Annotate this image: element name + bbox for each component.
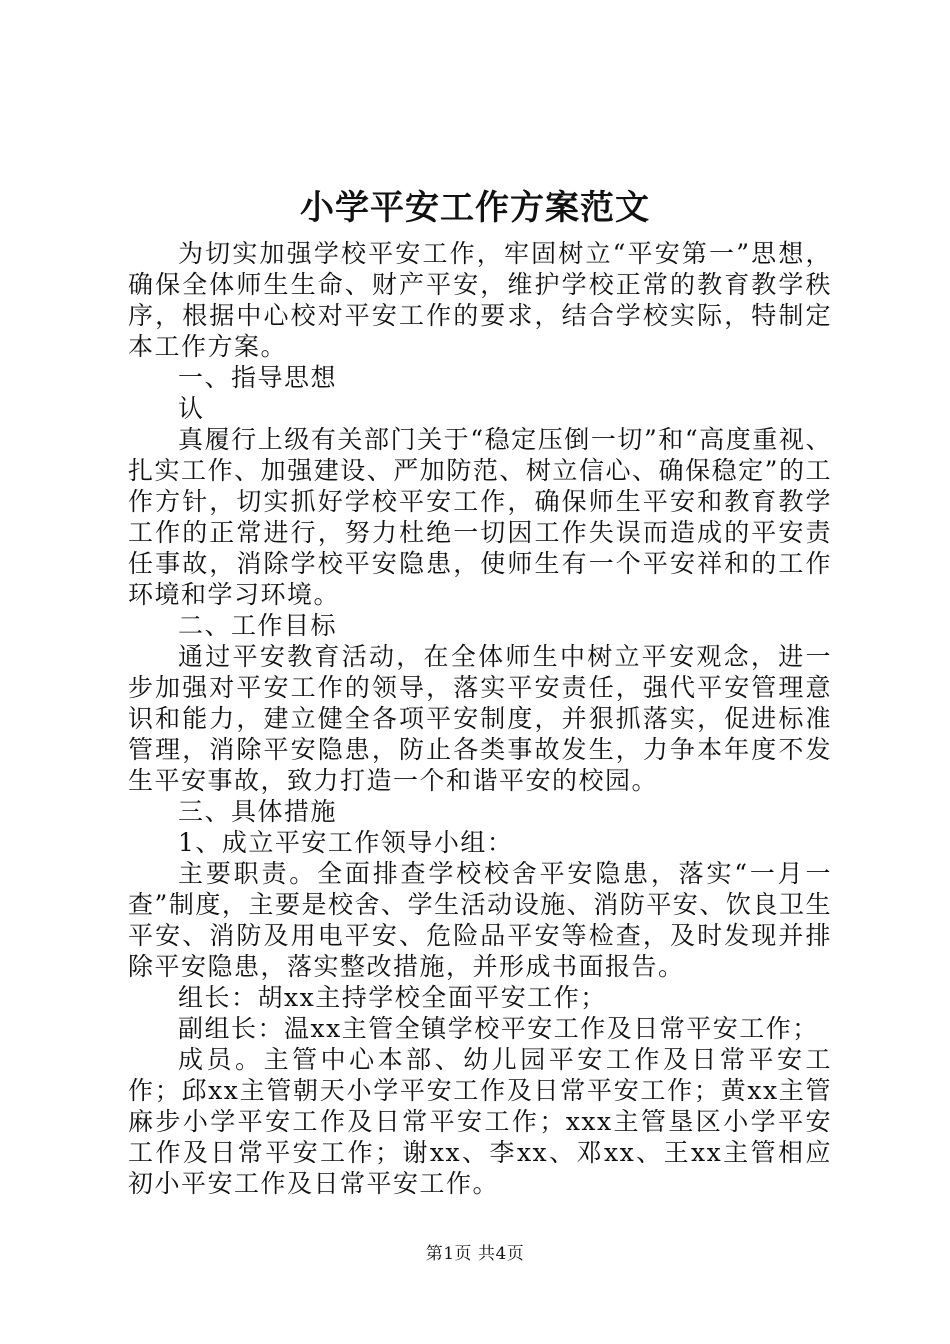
fragment-line: 认	[178, 394, 205, 423]
section-heading-measures: 三、具体措施	[178, 797, 338, 826]
subheading-leadership-group: 1、成立平安工作领导小组：	[178, 828, 514, 857]
section-heading-work-goals: 二、工作目标	[178, 611, 338, 640]
deputy-leader-line: 副组长：温xx主管全镇学校平安工作及日常平安工作；	[178, 1014, 819, 1043]
document-title: 小学平安工作方案范文	[300, 188, 650, 228]
intro-paragraph: 为切实加强学校平安工作，牢固树立“平安第一”思想，确保全体师生生命、财产平安，维护学校正常的教育教学秩序，根据中心校对平安工作的要求，结合学校实际，特制定本工作方案。	[128, 239, 832, 361]
group-leader-line: 组长：胡xx主持学校全面平安工作；	[178, 983, 607, 1012]
guiding-idea-paragraph: 真履行上级有关部门关于“稳定压倒一切”和“高度重视、扎实工作、加强建设、严加防范、树立信心、确保稳定”的工作方针，切实抓好学校平安工作，确保师生平安和教育教学工作的正常进行，努力杜绝一切因工作失误而造成的平安责任事故，消除学校平安隐患，使师生有一个平安祥和的工作环境和学习环境。	[128, 425, 832, 609]
page-number-footer: 第1页 共4页	[425, 1244, 525, 1264]
duties-paragraph: 主要职责。全面排查学校校舍平安隐患，落实“一月一查”制度，主要是校舍、学生活动设施、消防平安、饮良卫生平安、消防及用电平安、危险品平安等检查，及时发现并排除平安隐患，落实整改措施，并形成书面报告。	[128, 859, 832, 981]
members-paragraph: 成员。主管中心本部、幼儿园平安工作及日常平安工作；邱xx主管朝天小学平安工作及日常平安工作；黄xx主管麻步小学平安工作及日常平安工作；xxx主管垦区小学平安工作及日常平安工作；谢xx、李xx、邓xx、王xx主管相应初小平安工作及日常平安工作。	[128, 1045, 832, 1198]
document-body	[128, 238, 832, 1199]
work-goals-paragraph: 通过平安教育活动，在全体师生中树立平安观念，进一步加强对平安工作的领导，落实平安责任，强代平安管理意识和能力，建立健全各项平安制度，并狠抓落实，促进标准管理，消除平安隐患，防止各类事故发生，力争本年度不发生平安事故，致力打造一个和谐平安的校园。	[128, 642, 832, 795]
section-heading-guiding-idea: 一、指导思想	[178, 363, 338, 392]
